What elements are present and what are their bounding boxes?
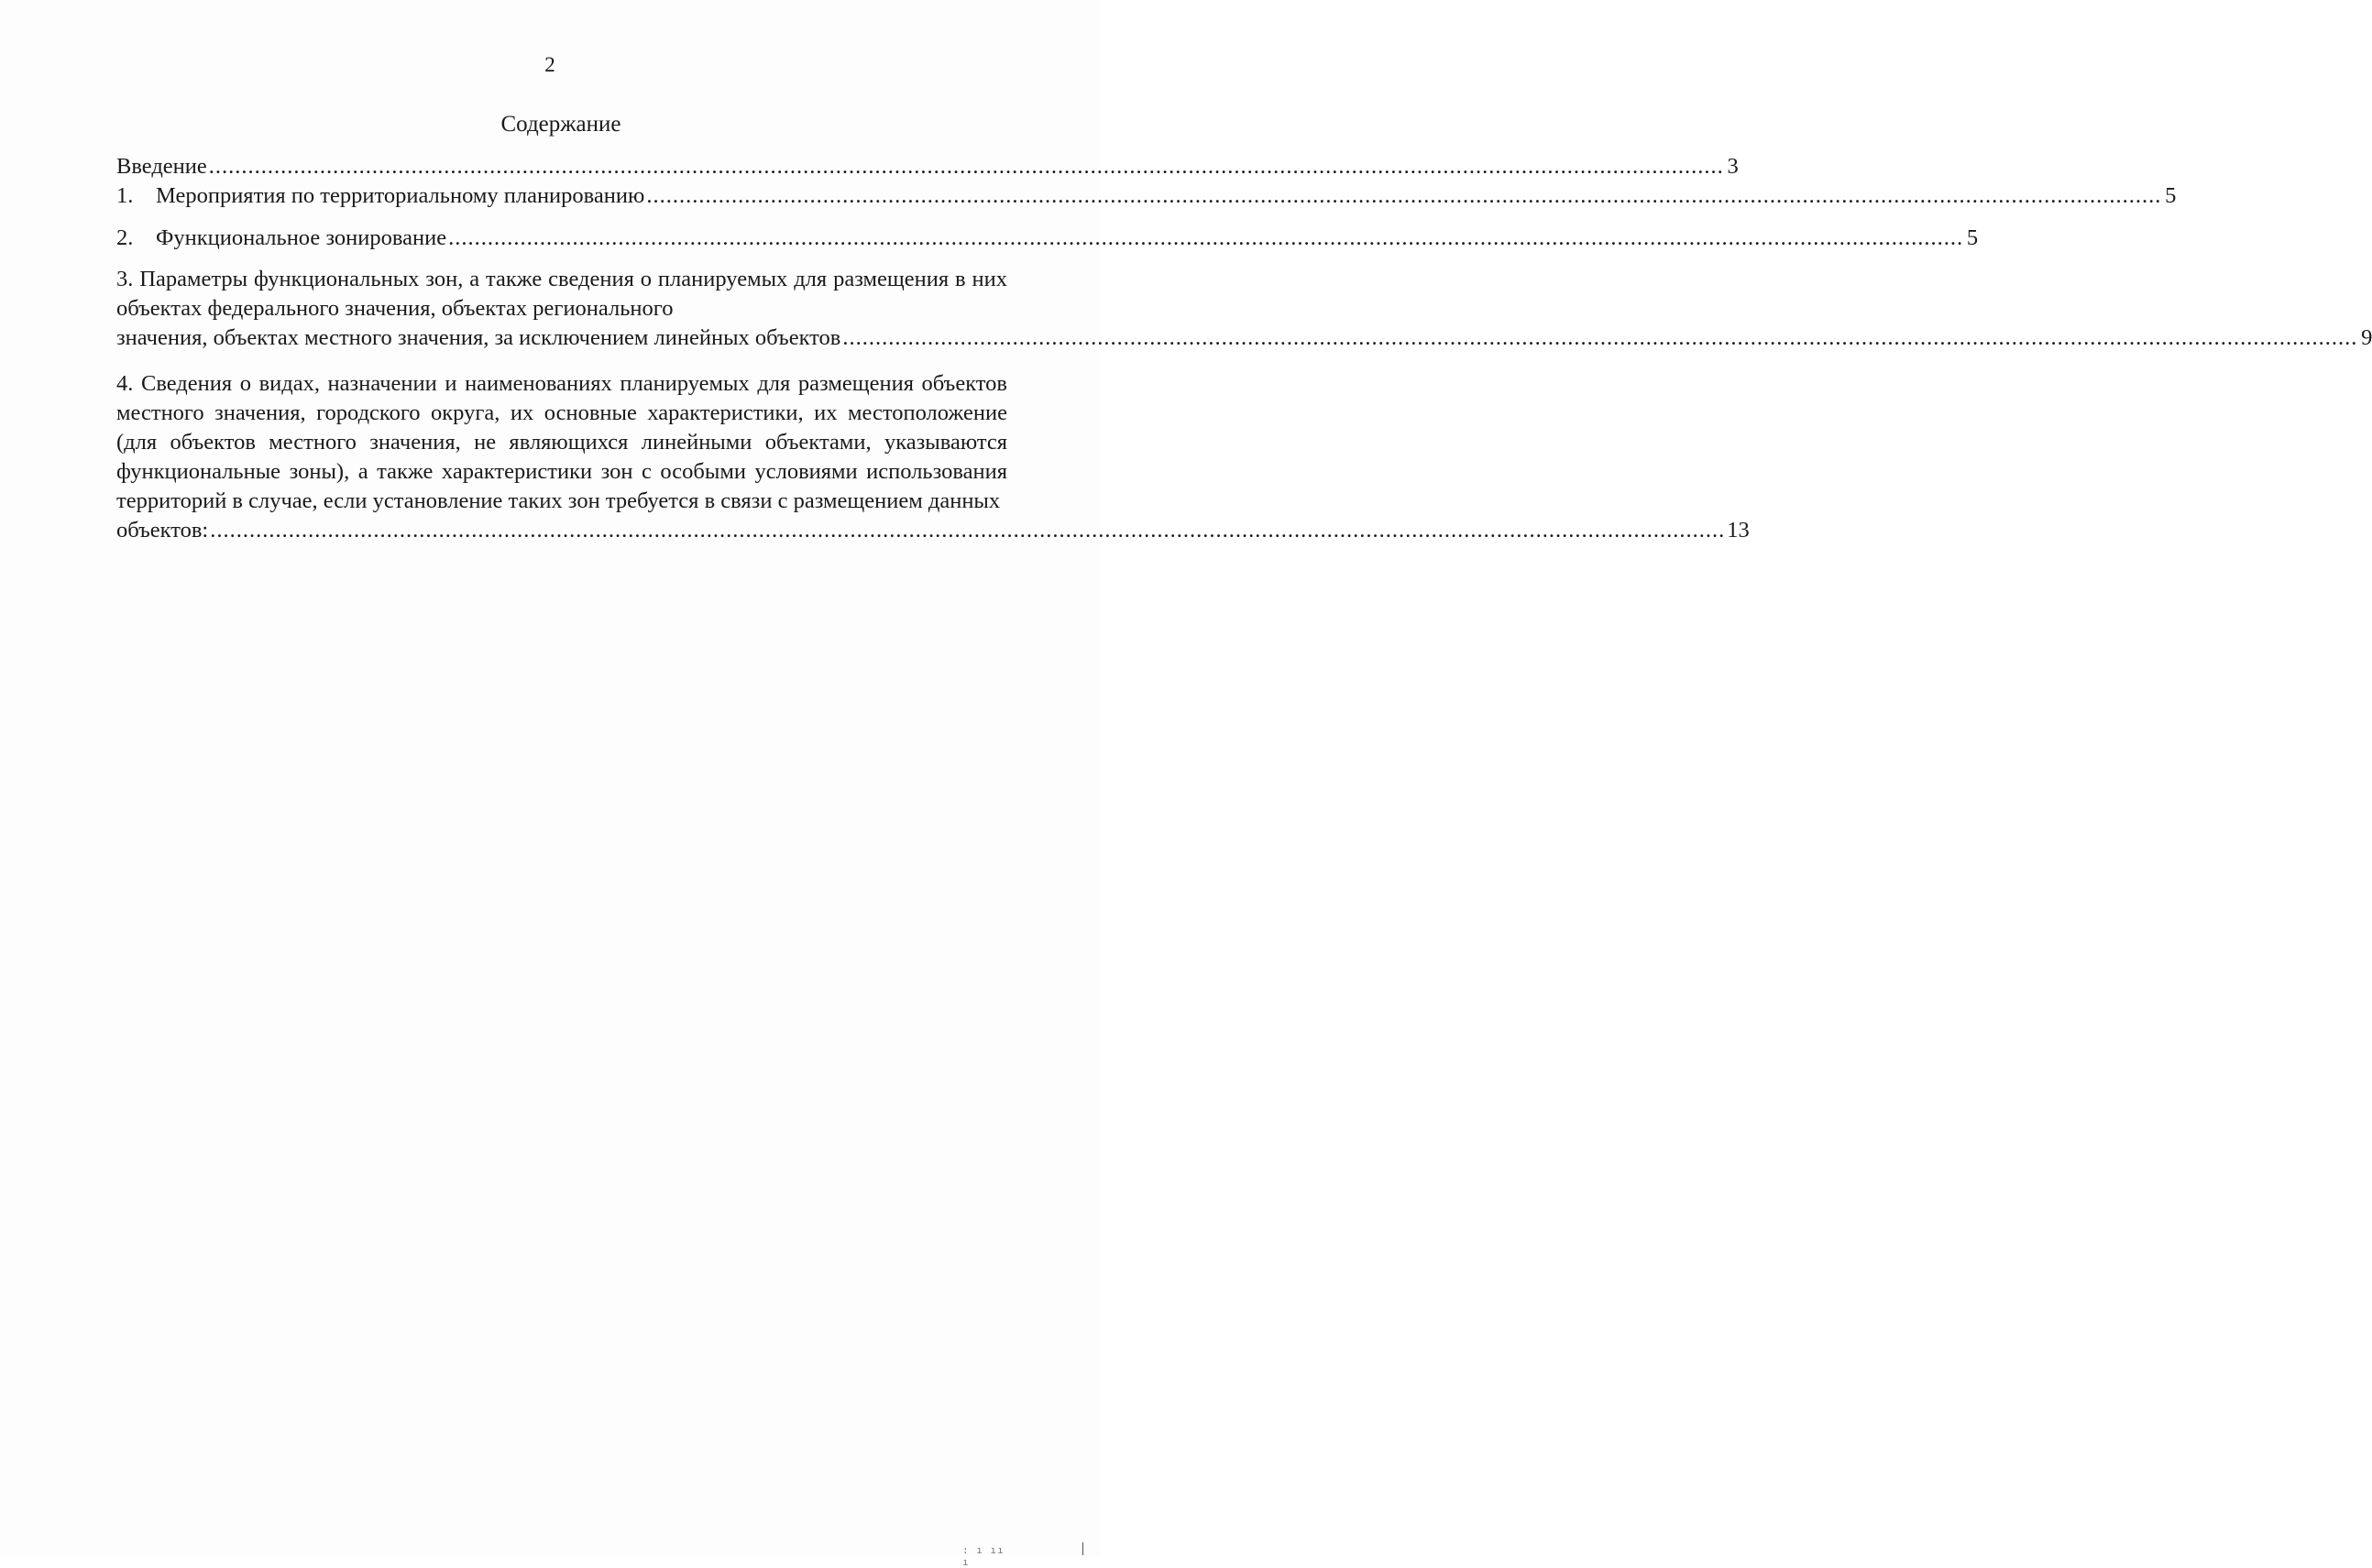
toc-entry-4[interactable] [116,369,1750,545]
toc-entry-label: Функциональное зонирование [156,225,447,250]
toc-entry-text-last-line: объектов: [116,518,209,543]
page-number: 2 [544,53,555,76]
toc-entry-label: Мероприятия по территориальному планированию [156,183,645,208]
toc-entry-2[interactable] [116,224,1979,253]
toc-entry-intro[interactable] [116,152,1739,181]
edge-artifact [1082,1542,1083,1555]
toc-title: Содержание [500,112,621,137]
toc-entry-text: 3. Параметры функциональных зон, а также сведения о планируемых для размещения в них объектах федерального значения, объектах регионального [116,267,1007,321]
toc-entry-page: 5 [2165,183,2177,208]
toc-entry-label: Введение [116,154,207,179]
dot-leader: ........................................................................................................................................................................................................................................ [842,325,2358,350]
toc-entry-page: 5 [1966,225,1979,250]
toc-entry-number: 2. [116,225,134,250]
table-of-contents [116,152,2372,545]
dot-leader: ........................................................................................................................................................................................................................................ [208,154,1724,179]
toc-entry-page: 3 [1727,154,1739,179]
scan-artifact: : ı ıı ı [962,1544,1005,1568]
toc-entry-3[interactable] [116,265,2372,353]
dot-leader: ........................................................................................................................................................................................................................................ [448,225,1964,250]
toc-entry-1[interactable] [116,181,2177,211]
dot-leader: ........................................................................................................................................................................................................................................ [646,183,2162,208]
dot-leader: ........................................................................................................................................................................................................................................ [210,518,1726,543]
toc-entry-page: 9 [2361,325,2372,350]
toc-entry-number: 1. [116,183,134,208]
toc-entry-text-last-line: значения, объектах местного значения, за исключением линейных объектов [116,325,841,350]
toc-entry-text: 4. Сведения о видах, назначении и наименованиях планируемых для размещения объектов местного значения, городского округа, их основные характеристики, их местоположение (для объектов местного значения, не являющихся линейными объектами, указываются функциональные зоны), а также характеристики зон с особыми условиями использования территорий в случае, если установление таких зон требуется в связи с размещением данных [116,371,1007,513]
toc-entry-page: 13 [1727,518,1750,543]
